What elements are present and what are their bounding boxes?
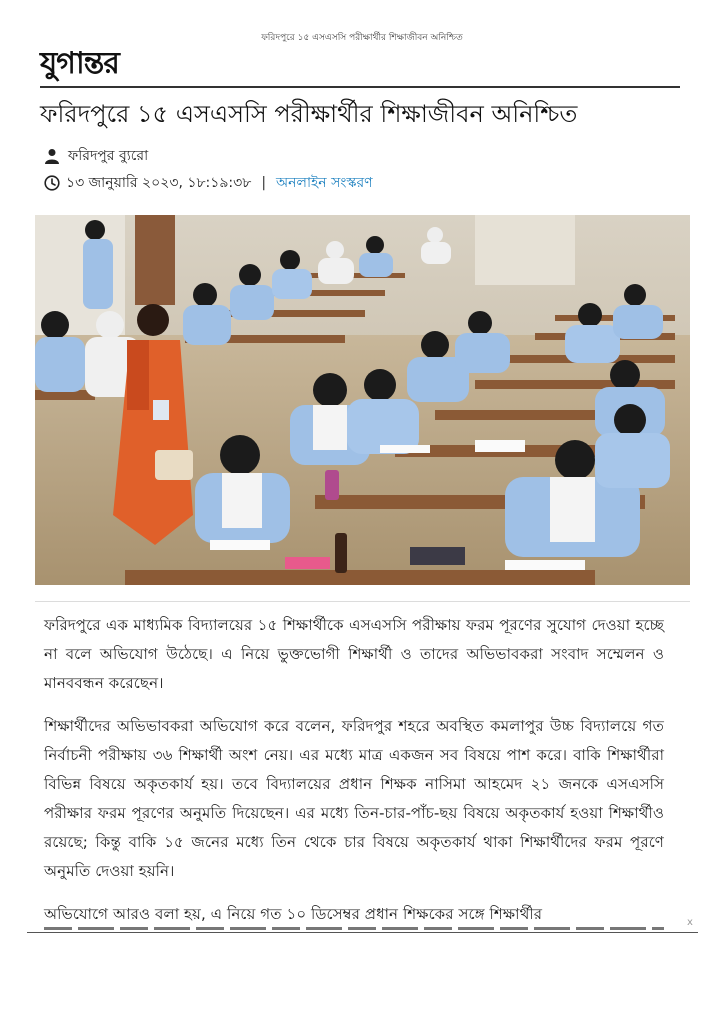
page-cutoff <box>0 925 724 1024</box>
dateline-separator: | <box>261 175 267 191</box>
site-logo[interactable] <box>40 44 190 84</box>
truncated-text-line <box>44 924 664 932</box>
byline <box>44 147 148 165</box>
article-paragraph: অভিযোগে আরও বলা হয়, এ নিয়ে গত ১০ ডিসেম্বর প্রধান শিক্ষকের সঙ্গে শিক্ষার্থীর <box>44 905 543 923</box>
photo-divider <box>35 601 690 602</box>
person-icon <box>44 148 60 164</box>
page-title-bar: ফরিদপুরে ১৫ এসএসসি পরীক্ষার্থীর শিক্ষাজীবন অনিশ্চিত <box>261 33 463 43</box>
article-headline: ফরিদপুরে ১৫ এসএসসি পরীক্ষার্থীর শিক্ষাজীবন অনিশ্চিত <box>40 100 578 128</box>
edition-link[interactable]: অনলাইন সংস্করণ <box>276 175 373 191</box>
article-body <box>44 611 664 943</box>
article-photo <box>35 215 690 585</box>
author-name[interactable]: ফরিদপুর ব্যুরো <box>68 148 149 164</box>
article-paragraph: ফরিদপুরে এক মাধ্যমিক বিদ্যালয়ের ১৫ শিক্ষার্থীকে এসএসসি পরীক্ষায় ফরম পূরণের সুযোগ দেওয়া হচ্ছে না বলে অভিযোগ উঠেছে। এ নিয়ে ভুক্তভোগী শিক্ষার্থী ও তাদের অভিভাবকরা সংবাদ সম্মেলন ও মানববন্ধন করেছেন। <box>44 616 664 692</box>
article-paragraph: শিক্ষার্থীদের অভিভাবকরা অভিযোগ করে বলেন, ফরিদপুর শহরে অবস্থিত কমলাপুর উচ্চ বিদ্যালয়ে গত নির্বাচনী পরীক্ষায় ৩৬ শিক্ষার্থী অংশ নেয়। এর মধ্যে মাত্র একজন সব বিষয়ে পাশ করে। বাকি শিক্ষার্থীরা বিভিন্ন বিষয়ে অকৃতকার্য হয়। তবে বিদ্যালয়ের প্রধান শিক্ষক নাসিমা আহমেদ ২১ জনকে এসএসসি পরীক্ষার ফরম পূরণের অনুমতি দিয়েছেন। এর মধ্যে তিন-চার-পাঁচ-ছয় বিষয়ে অকৃতকার্য হওয়া শিক্ষার্থীও রয়েছে; কিন্তু বাকি ১৫ জনের মধ্যে তিন থেকে চার বিষয়ে অকৃতকার্য থাকা শিক্ষার্থীদের ফরম পূরণে অনুমতি দেওয়া হয়নি। <box>44 717 664 880</box>
ad-divider <box>27 932 698 933</box>
logo-text: যুগান্তর <box>40 46 119 81</box>
exam-hall-photo <box>35 215 690 585</box>
publish-datetime: ১৩ জানুয়ারি ২০২৩, ১৮:১৯:৩৮ <box>66 175 252 191</box>
clock-icon <box>44 175 60 191</box>
close-icon[interactable]: x <box>687 917 693 928</box>
header-divider <box>40 86 680 88</box>
dateline <box>44 174 373 192</box>
